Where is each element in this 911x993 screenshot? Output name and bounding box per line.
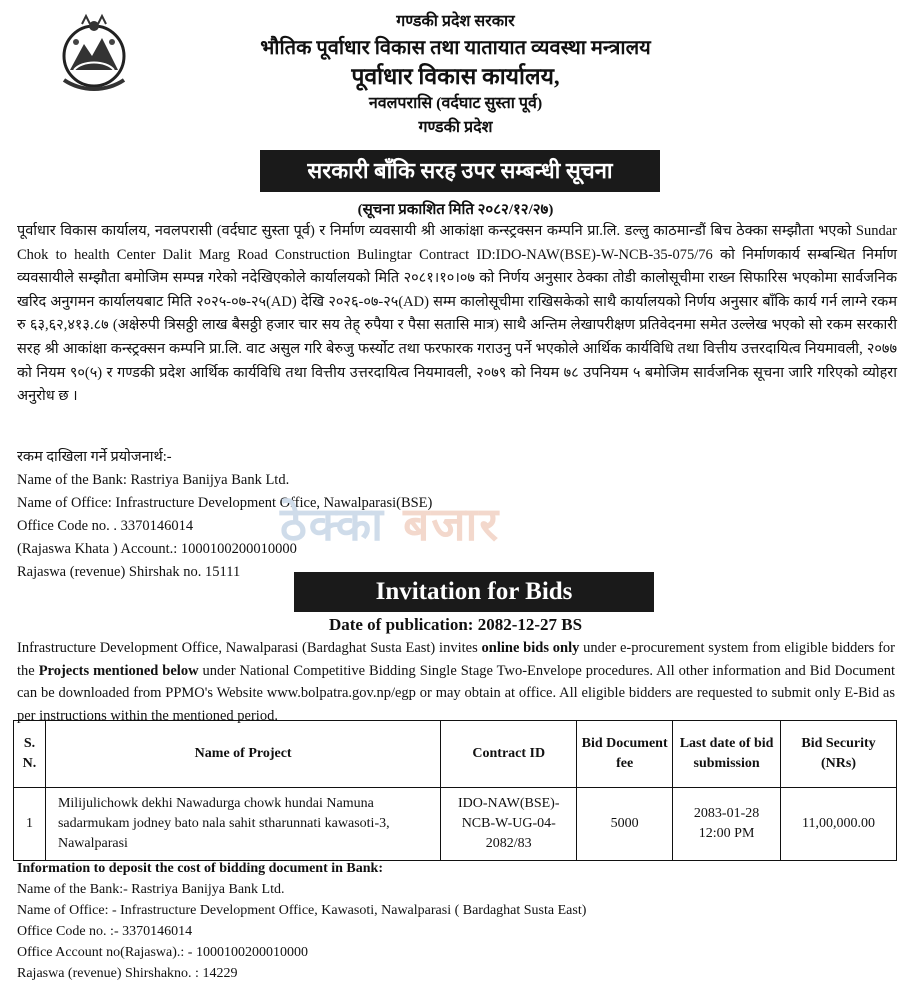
cell-project: Milijulichowk dekhi Nawadurga chowk hundai Namuna sadarmukam jodney bato nala sahit stharunnati kawasoti-3, Nawalparasi (45, 788, 440, 861)
col-header-project: Name of Project (45, 721, 440, 788)
notice-title-banner: सरकारी बाँकि सरह उपर सम्बन्धी सूचना (260, 150, 660, 192)
cell-fee: 5000 (577, 788, 673, 861)
table-header-row (14, 721, 897, 788)
header-ministry: भौतिक पूर्वाधार विकास तथा यातायात व्यवस्था मन्त्रालय (260, 37, 651, 59)
office-header (0, 10, 911, 140)
deposit-bank: Name of the Bank:- Rastriya Banijya Bank Ltd. (17, 882, 285, 897)
col-header-fee: Bid Document fee (577, 721, 673, 788)
deposit-shirshak: Rajaswa (revenue) Shirshakno. : 14229 (17, 966, 238, 981)
cell-security: 11,00,000.00 (781, 788, 897, 861)
deposit-code: Office Code no. :- 3370146014 (17, 924, 193, 939)
watermark-logo (280, 492, 500, 554)
ifb-body (17, 637, 895, 727)
deposit-office: Name of Office: - Infrastructure Development Office, Kawasoti, Nawalparasi ( Bardaghat Susta East) (17, 903, 587, 918)
col-header-last-date: Last date of bid submission (673, 721, 781, 788)
bank-details-label: रकम दाखिला गर्ने प्रयोजनार्थ:- (17, 449, 172, 465)
header-office: पूर्वाधार विकास कार्यालय, (351, 64, 560, 89)
deposit-account: Office Account no(Rajaswa).: - 1000100200010000 (17, 945, 308, 960)
col-header-security: Bid Security (NRs) (781, 721, 897, 788)
bank-account: (Rajaswa Khata ) Account.: 1000100200010000 (17, 541, 297, 557)
ifb-publication-date: Date of publication: 2082-12-27 BS (328, 615, 583, 634)
table-row (14, 788, 897, 861)
cell-last-date: 2083-01-28 12:00 PM (673, 788, 781, 861)
watermark-part1: ठेक्का (280, 497, 386, 551)
ifb-text-e: under National Competitive Bidding Single Stage Two-Envelope procedures. All other information and Bid Document can be downloaded from PPMO's Website www.bolpatra.gov.np/egp or may obtain at office. All eligible bidders are requested to submit only E-Bid as per instructions within the mentioned period. (17, 662, 895, 724)
ifb-text-projects: Projects mentioned below (38, 662, 199, 679)
deposit-info (17, 858, 586, 984)
watermark-part2: बजार (403, 497, 501, 551)
deposit-title: Information to deposit the cost of bidding document in Bank: (17, 861, 383, 876)
bids-table (13, 720, 897, 861)
notice-body: पूर्वाधार विकास कार्यालय, नवलपरासी (वर्दघाट सुस्ता पूर्व) र निर्माण व्यवसायी श्री आकांक्षा कन्स्ट्रक्सन कम्पनि प्रा.लि. डल्लु काठमान्डौं बिच ठेक्का सम्झौता भएको Sundar Chok to health Center Dalit Marg Road Construction Bulingtar Contract ID:IDO-NAW(BSE)-W-NCB-35-075/76 को निर्माणकार्य सम्बन्धित निर्माण व्यवसायीले सम्झौता बमोजिम सम्पन्न गरेको नदेखिएकोले कार्यालयको मिति २०८१।१०।०७ को निर्णय अनुसार ठेक्का तोडी कालोसूचीमा राख्न सिफारिस भएकोमा सार्वजनिक खरिद अनुगमन कार्यालयबाट मिति २०२५-०७-२५(AD) देखि २०२६-०७-२५(AD) सम्म कालोसूचीमा राखिसकेको साथै कार्यालयको निर्णय अनुसार बाँकि कार्य गर्न लाग्ने रकम रु ६३,६२,४१३.८७ (अक्षेरुपी त्रिसठ्ठी लाख बैसठ्ठी हजार चार सय तेह् रुपैया र पैसा सतासि मात्र) साथै अन्तिम लेखापरीक्षण प्रतिवेदनमा समेत उल्लेख भएको सो रकम सरकारी सरह श्री आकांक्षा कन्स्ट्रक्सन कम्पनि प्रा.लि. वाट असुल गरि बेरुजु फर्स्योट तथा फरफारक गराउनु पर्ने भएकोले आर्थिक कार्यविधि तथा वित्तीय उत्तरदायित्व नियमावली, २०७७ को नियम ९०(५) र गण्डकी प्रदेश आर्थिक कार्यविधि तथा वित्तीय उत्तरदायित्व नियमावली, २०७९ को नियम ७८ उपनियम ५ बमोजिम सार्वजनिक सूचना जारि गरिएको व्योहरा अनुरोध छ । (17, 223, 897, 405)
header-province-government: गण्डकी प्रदेश सरकार (396, 13, 515, 30)
cell-sn: 1 (14, 788, 46, 861)
bank-office-name: Name of Office: Infrastructure Development Office, Nawalparasi(BSE) (17, 495, 433, 511)
bank-office-code: Office Code no. . 3370146014 (17, 518, 194, 534)
col-header-sn: S. N. (14, 721, 46, 788)
cell-contract-id: IDO-NAW(BSE)-NCB-W-UG-04-2082/83 (441, 788, 577, 861)
ifb-text-a: Infrastructure Development Office, Nawalparasi (Bardaghat Susta East) invites (17, 640, 482, 656)
ifb-text-c: under e-procurement system from eligible bidders for the (17, 640, 896, 679)
col-header-contract-id: Contract ID (441, 721, 577, 788)
ifb-title-banner: Invitation for Bids (294, 572, 654, 612)
header-province: गण्डकी प्रदेश (418, 119, 493, 136)
ifb-text-online-bids: online bids only (481, 640, 580, 656)
notice-publication-date: (सूचना प्रकाशित मिति २०८२/१२/२७) (357, 202, 554, 218)
bank-name: Name of the Bank: Rastriya Banijya Bank Ltd. (17, 472, 290, 488)
bank-shirshak: Rajaswa (revenue) Shirshak no. 15111 (17, 564, 241, 580)
header-location: नवलपरासि (वर्दघाट सुस्ता पूर्व) (368, 95, 543, 112)
